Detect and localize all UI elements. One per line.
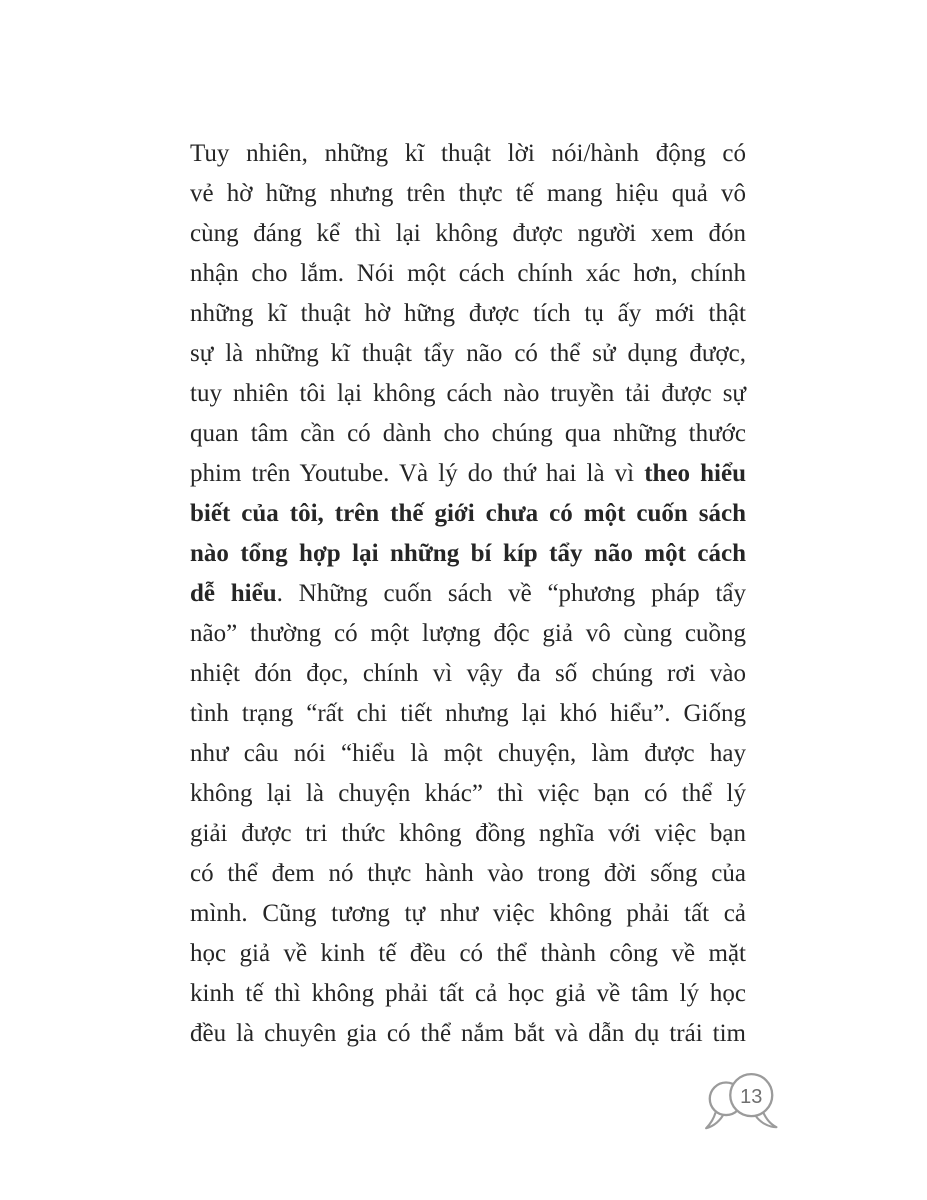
bold-text-segment: dễ hiểu xyxy=(190,580,277,607)
text-line xyxy=(190,614,746,654)
text-line xyxy=(190,934,746,974)
text-segment: tình trạng “rất chi tiết nhưng lại khó hiểu”. Giống xyxy=(190,700,746,727)
text-line xyxy=(190,134,746,174)
text-line xyxy=(190,574,746,614)
text-line xyxy=(190,174,746,214)
text-segment: sự là những kĩ thuật tẩy não có thể sử dụng được, xyxy=(190,340,746,367)
bold-text-segment: theo hiểu xyxy=(644,460,746,487)
body-text xyxy=(190,134,746,1054)
text-line xyxy=(190,894,746,934)
text-segment: những kĩ thuật hờ hững được tích tụ ấy mới thật xyxy=(190,300,746,327)
text-segment: mình. Cũng tương tự như việc không phải tất cả xyxy=(190,900,746,927)
text-segment: đều là chuyên gia có thể nắm bắt và dẫn dụ trái tim xyxy=(190,1020,746,1047)
text-segment: . Những cuốn sách về “phương pháp tẩy xyxy=(276,580,746,607)
text-segment: nhiệt đón đọc, chính vì vậy đa số chúng rơi vào xyxy=(190,660,746,687)
text-segment: như câu nói “hiểu là một chuyện, làm được hay xyxy=(190,740,746,767)
text-line xyxy=(190,494,746,534)
text-line xyxy=(190,1014,746,1054)
bold-text-segment: biết của tôi, trên thế giới chưa có một cuốn sách xyxy=(190,500,746,527)
bold-text-segment: nào tổng hợp lại những bí kíp tẩy não một cách xyxy=(190,540,746,567)
page-number: 13 xyxy=(740,1086,763,1108)
text-line xyxy=(190,694,746,734)
text-segment: não” thường có một lượng độc giả vô cùng cuồng xyxy=(190,620,746,647)
text-line xyxy=(190,534,746,574)
text-segment: vẻ hờ hững nhưng trên thực tế mang hiệu quả vô xyxy=(190,180,746,207)
text-line xyxy=(190,974,746,1014)
page-number-badge xyxy=(704,1070,788,1136)
text-line xyxy=(190,854,746,894)
text-line xyxy=(190,654,746,694)
text-segment: không lại là chuyện khác” thì việc bạn có thể lý xyxy=(190,780,746,807)
text-segment: giải được tri thức không đồng nghĩa với việc bạn xyxy=(190,820,746,847)
text-segment: kinh tế thì không phải tất cả học giả về tâm lý học xyxy=(190,980,746,1007)
text-line xyxy=(190,734,746,774)
text-segment: có thể đem nó thực hành vào trong đời sống của xyxy=(190,860,746,887)
text-line xyxy=(190,254,746,294)
text-segment: phim trên Youtube. Và lý do thứ hai là vì xyxy=(190,460,645,487)
text-segment: tuy nhiên tôi lại không cách nào truyền tải được sự xyxy=(190,380,746,407)
text-segment: nhận cho lắm. Nói một cách chính xác hơn, chính xyxy=(190,260,746,287)
text-line xyxy=(190,214,746,254)
text-line xyxy=(190,294,746,334)
text-line xyxy=(190,814,746,854)
speech-bubbles-icon xyxy=(704,1070,788,1136)
text-line xyxy=(190,774,746,814)
text-segment: Tuy nhiên, những kĩ thuật lời nói/hành động có xyxy=(190,140,746,167)
text-segment: học giả về kinh tế đều có thể thành công về mặt xyxy=(190,940,746,967)
text-line xyxy=(190,374,746,414)
text-line xyxy=(190,414,746,454)
text-segment: cùng đáng kể thì lại không được người xem đón xyxy=(190,220,746,247)
text-line xyxy=(190,334,746,374)
text-line xyxy=(190,454,746,494)
text-segment: quan tâm cần có dành cho chúng qua những thước xyxy=(190,420,746,447)
